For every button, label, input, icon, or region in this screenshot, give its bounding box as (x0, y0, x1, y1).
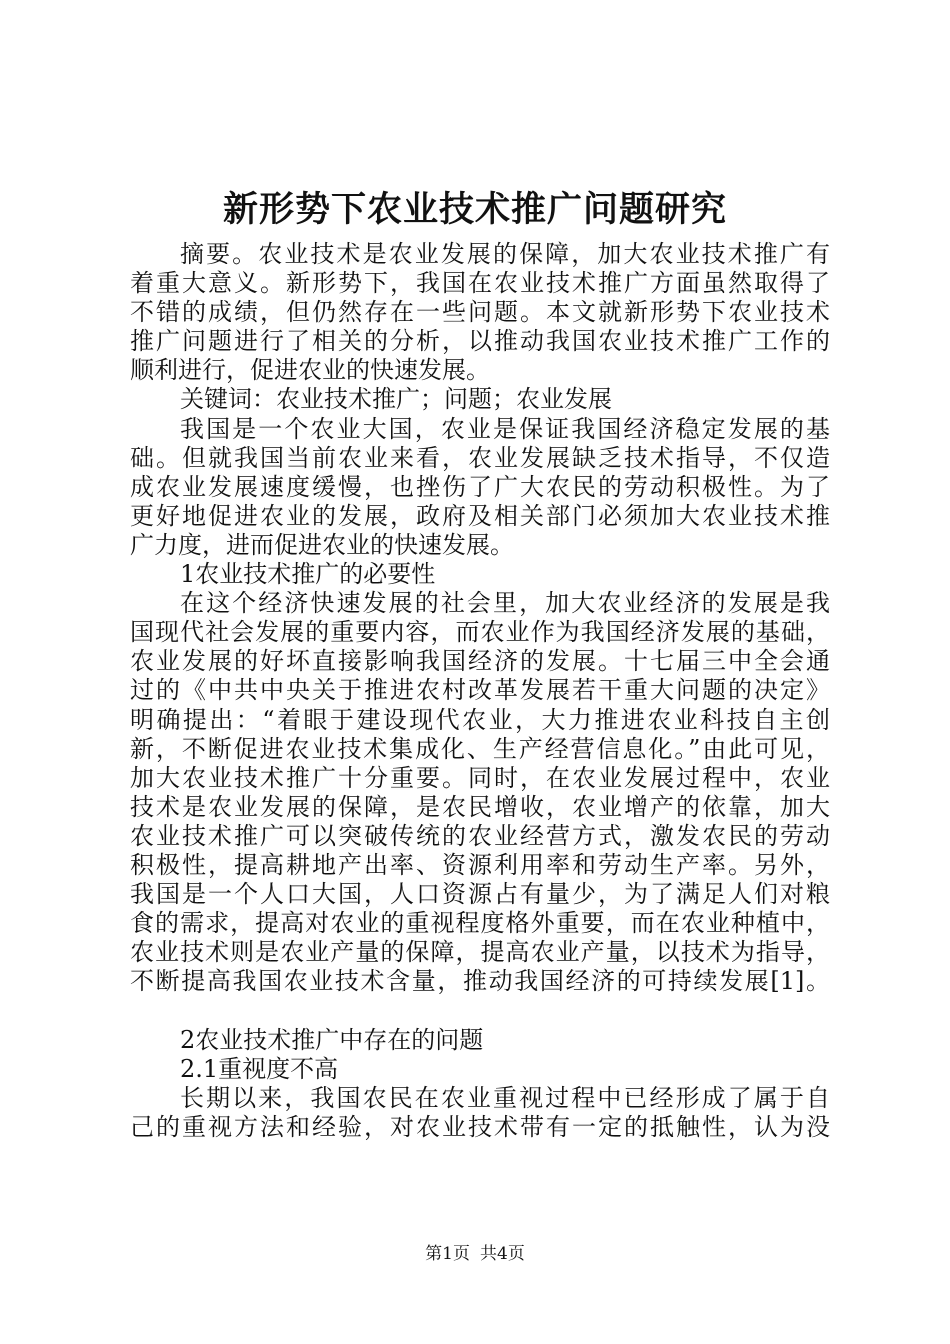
paragraph-line: 农业技术推广可以突破传统的农业经营方式，激发农民的劳动 (130, 821, 830, 850)
abstract-line: 不错的成绩，但仍然存在一些问题。本文就新形势下农业技术 (130, 298, 830, 327)
paragraph-line: 食的需求，提高对农业的重视程度格外重要，而在农业种植中， (130, 909, 830, 938)
abstract-line: 摘要。农业技术是农业发展的保障，加大农业技术推广有 (180, 240, 830, 268)
document-body (130, 240, 830, 1142)
section-heading: 2农业技术推广中存在的问题 (180, 1025, 484, 1054)
paragraph-line: 技术是农业发展的保障，是农民增收，农业增产的依靠，加大 (130, 792, 830, 821)
paragraph-line: 我国是一个农业大国，农业是保证我国经济稳定发展的基 (180, 414, 830, 443)
paragraph-line: 加大农业技术推广十分重要。同时，在农业发展过程中，农业 (130, 763, 830, 792)
paragraph-line: 广力度，进而促进农业的快速发展。 (130, 530, 514, 559)
paragraph-line: 己的重视方法和经验，对农业技术带有一定的抵触性，认为没 (130, 1112, 830, 1141)
paragraph-line: 过的《中共中央关于推进农村改革发展若干重大问题的决定》 (130, 676, 830, 705)
paragraph-line: 我国是一个人口大国，人口资源占有量少，为了满足人们对粮 (130, 880, 830, 909)
blank-line (130, 996, 830, 1025)
paragraph-line: 成农业发展速度缓慢，也挫伤了广大农民的劳动积极性。为了 (130, 472, 830, 501)
keywords-line: 关键词：农业技术推广；问题；农业发展 (180, 385, 612, 414)
paragraph-line: 国现代社会发展的重要内容，而农业作为我国经济发展的基础， (130, 618, 830, 647)
paragraph-line: 积极性，提高耕地产出率、资源利用率和劳动生产率。另外， (130, 850, 830, 879)
abstract-line: 推广问题进行了相关的分析，以推动我国农业技术推广工作的 (130, 327, 830, 356)
paragraph-line: 不断提高我国农业技术含量，推动我国经济的可持续发展[1]。 (130, 967, 830, 996)
paragraph-line: 农业技术则是农业产量的保障，提高农业产量，以技术为指导， (130, 938, 830, 967)
paragraph-line: 在这个经济快速发展的社会里，加大农业经济的发展是我 (180, 589, 830, 618)
paragraph-line: 新，不断促进农业技术集成化、生产经营信息化。”由此可见， (130, 734, 830, 763)
subsection-heading: 2.1重视度不高 (180, 1054, 339, 1083)
document-title: 新形势下农业技术推广问题研究 (222, 189, 727, 230)
paragraph-line: 长期以来，我国农民在农业重视过程中已经形成了属于自 (180, 1083, 830, 1112)
abstract-line: 着重大意义。新形势下，我国在农业技术推广方面虽然取得了 (130, 269, 830, 298)
paragraph-line: 农业发展的好坏直接影响我国经济的发展。十七届三中全会通 (130, 647, 830, 676)
page-number: 第1页 (425, 1244, 470, 1264)
section-heading: 1农业技术推广的必要性 (180, 560, 436, 589)
paragraph-line: 础。但就我国当前农业来看，农业发展缺乏技术指导，不仅造 (130, 443, 830, 472)
abstract-line: 顺利进行，促进农业的快速发展。 (130, 356, 490, 385)
page-footer (0, 1242, 950, 1266)
paragraph-line: 更好地促进农业的发展，政府及相关部门必须加大农业技术推 (130, 501, 830, 530)
total-pages: 共4页 (480, 1244, 525, 1264)
paragraph-line: 明确提出：“着眼于建设现代农业，大力推进农业科技自主创 (130, 705, 830, 734)
